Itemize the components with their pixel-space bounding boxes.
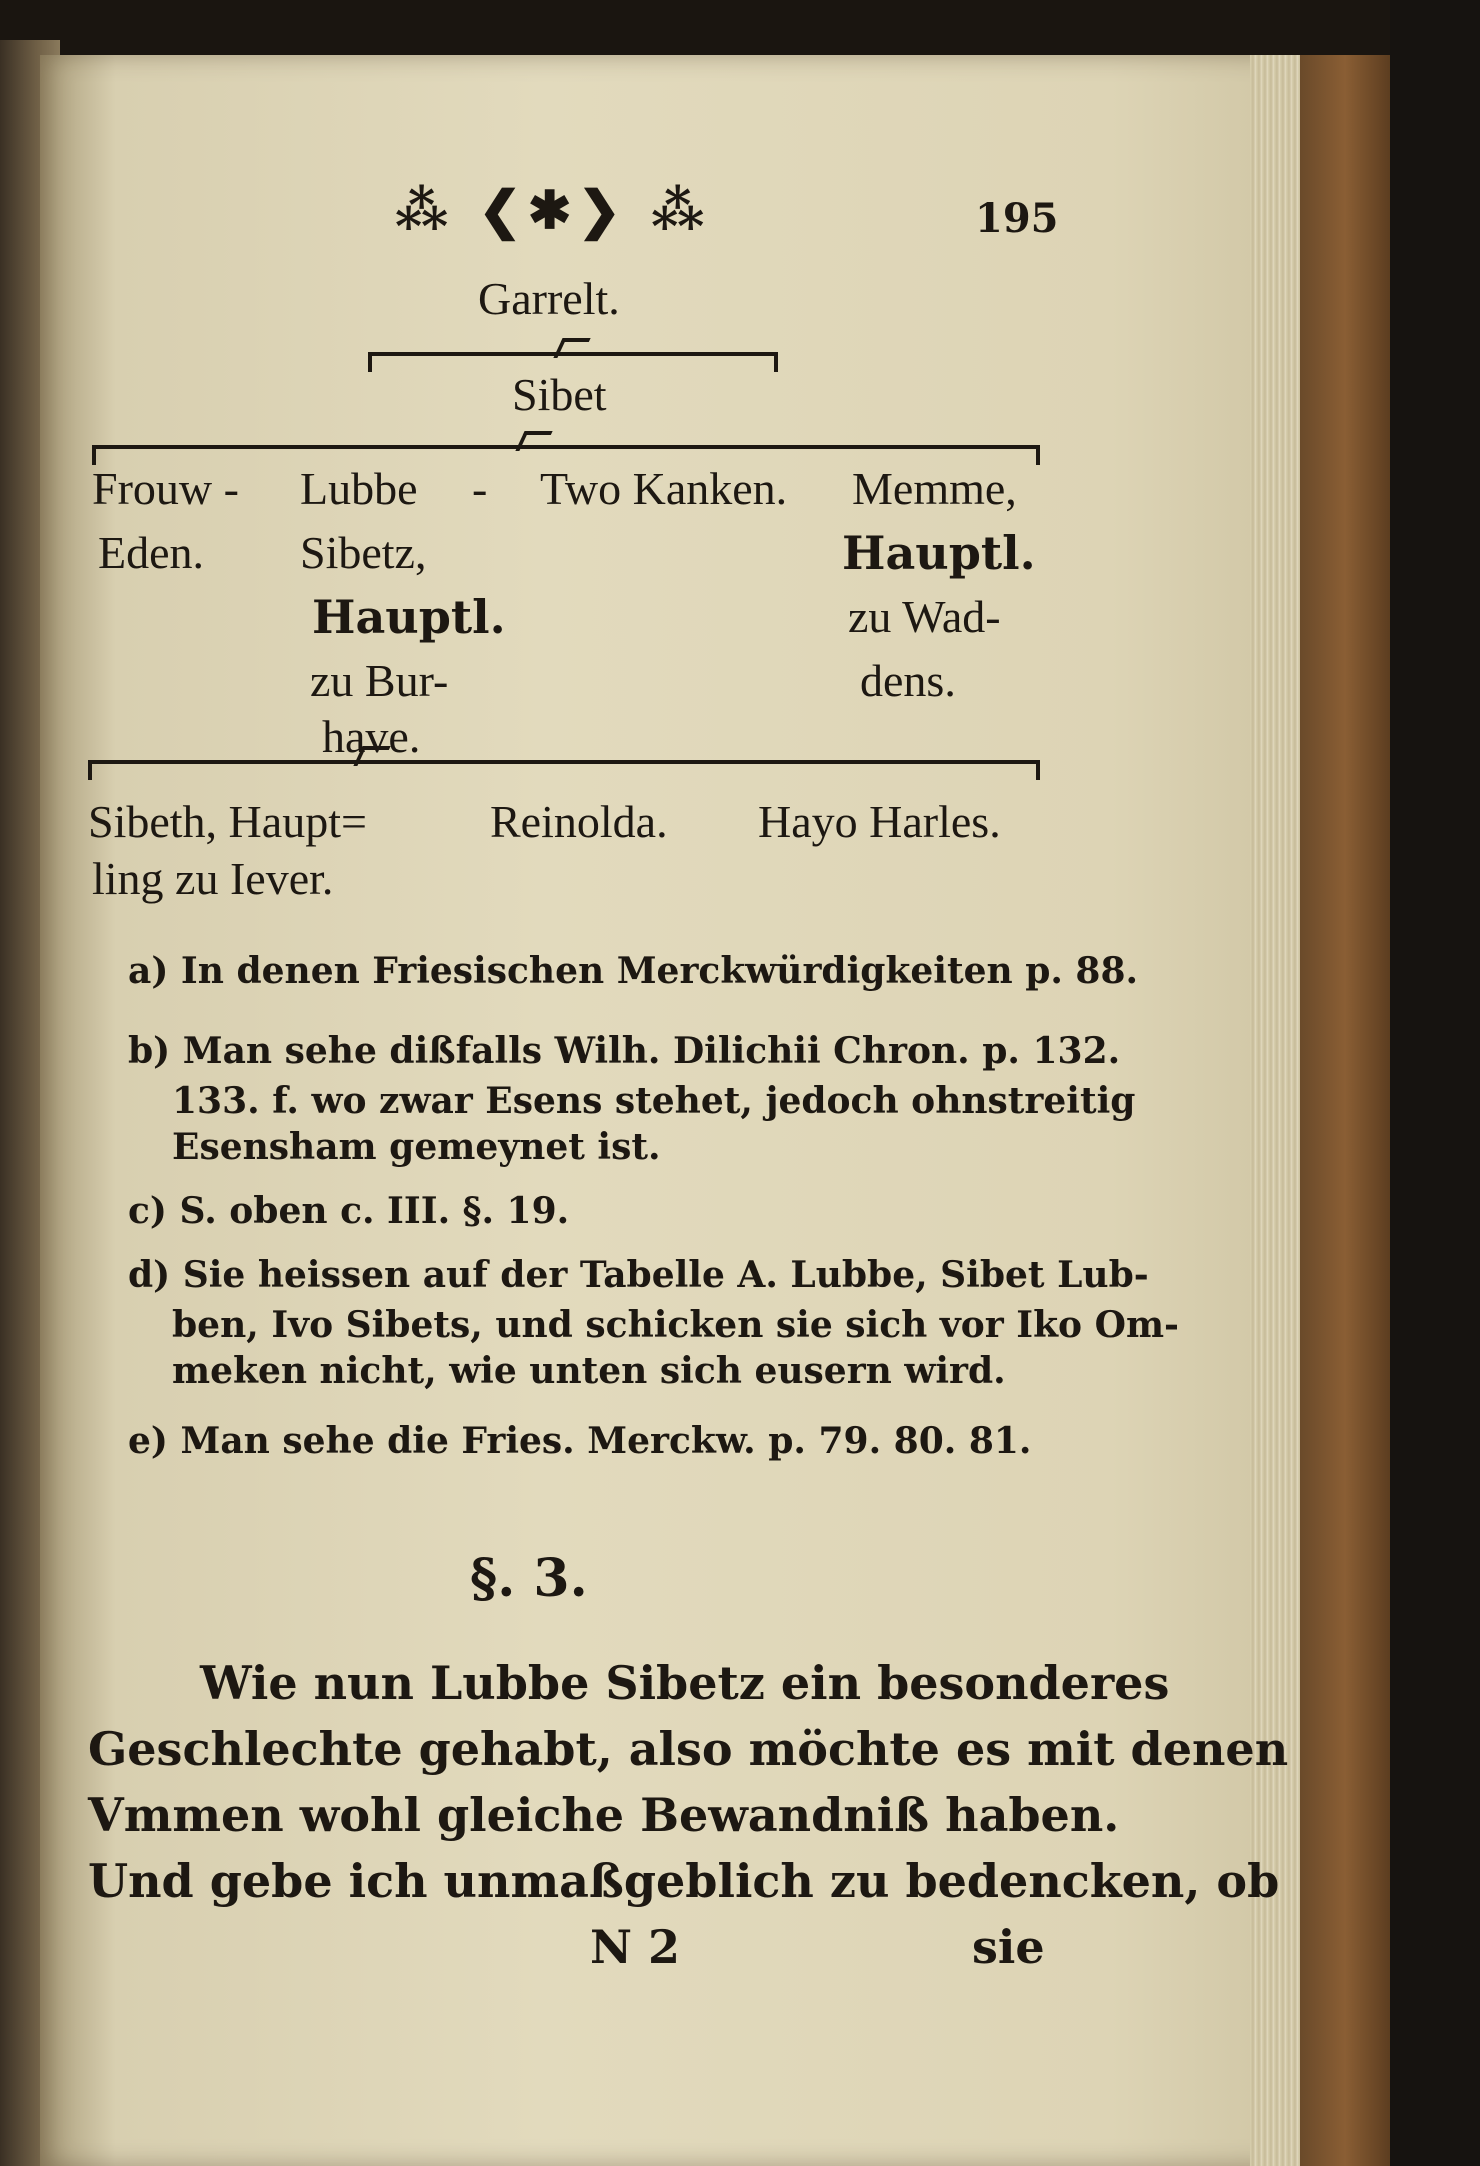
- gen3-col4-line1: Memme,: [852, 463, 1017, 514]
- book-cover-right: [1300, 55, 1390, 2166]
- gen3-col2-line5: have.: [322, 711, 421, 762]
- body-line-1: Wie nun Lubbe Sibetz ein besonderes: [200, 1656, 1170, 1710]
- footnote-b-line3: Esensham gemeynet ist.: [172, 1126, 661, 1168]
- gen3-col4-line4: dens.: [860, 655, 956, 706]
- section-mark: §. 3.: [470, 1548, 588, 1609]
- gen3-col4-line3: zu Wad-: [848, 591, 1001, 642]
- gen3-col2-dash: -: [472, 463, 488, 514]
- body-line-2: Geschlechte gehabt, also möchte es mit denen: [88, 1722, 1289, 1776]
- footnote-b-line2: 133. f. wo zwar Esens stehet, jedoch ohnstreitig: [172, 1080, 1136, 1122]
- gen4-b: Reinolda.: [490, 796, 668, 847]
- gen3-col2-line3: Hauptl.: [312, 590, 506, 644]
- genealogy-child: Sibet: [512, 369, 607, 420]
- gen3-col3-line1: Two Kanken.: [540, 463, 788, 514]
- footnote-a: a) In denen Friesischen Merckwürdigkeiten p. 88.: [128, 950, 1139, 992]
- footnote-d-line1: d) Sie heissen auf der Tabelle A. Lubbe, Sibet Lub-: [128, 1254, 1149, 1296]
- bracket-gen3: [88, 760, 1040, 764]
- gen3-col4-line2: Hauptl.: [842, 526, 1036, 580]
- gen3-col2-line1: Lubbe: [300, 463, 418, 514]
- footnote-d-line2: ben, Ivo Sibets, und schicken sie sich vor Iko Om-: [172, 1304, 1179, 1346]
- gen3-col1-line2: Eden.: [98, 527, 205, 578]
- footnote-b-line1: b) Man sehe dißfalls Wilh. Dilichii Chron. p. 132.: [128, 1030, 1121, 1072]
- footnote-d-line3: meken nicht, wie unten sich eusern wird.: [172, 1350, 1006, 1392]
- genealogy-root: Garrelt.: [478, 273, 620, 324]
- background-dark: [1390, 0, 1480, 2166]
- catchword: sie: [972, 1920, 1045, 1974]
- header-ornament: ⁂ ❮✱❯ ⁂: [395, 180, 711, 241]
- gen4-a-line2: ling zu Iever.: [92, 853, 334, 904]
- bracket-gen2: [92, 445, 1040, 449]
- gen3-col2-line2: Sibetz,: [300, 527, 427, 578]
- signature-mark: N 2: [590, 1920, 681, 1974]
- footnote-e: e) Man sehe die Fries. Merckw. p. 79. 80. 81.: [128, 1420, 1032, 1462]
- footnote-c: c) S. oben c. III. §. 19.: [128, 1190, 570, 1232]
- body-line-4: Und gebe ich unmaßgeblich zu bedencken, ob: [88, 1854, 1280, 1908]
- body-line-3: Vmmen wohl gleiche Bewandniß haben.: [88, 1788, 1120, 1842]
- gen4-c: Hayo Harles.: [758, 796, 1001, 847]
- gen4-a-line1: Sibeth, Haupt=: [88, 796, 367, 847]
- gen3-col1-line1: Frouw -: [92, 463, 239, 514]
- page-number: 195: [975, 195, 1059, 242]
- gen3-col2-line4: zu Bur-: [310, 655, 449, 706]
- bracket-gen1: [368, 352, 778, 356]
